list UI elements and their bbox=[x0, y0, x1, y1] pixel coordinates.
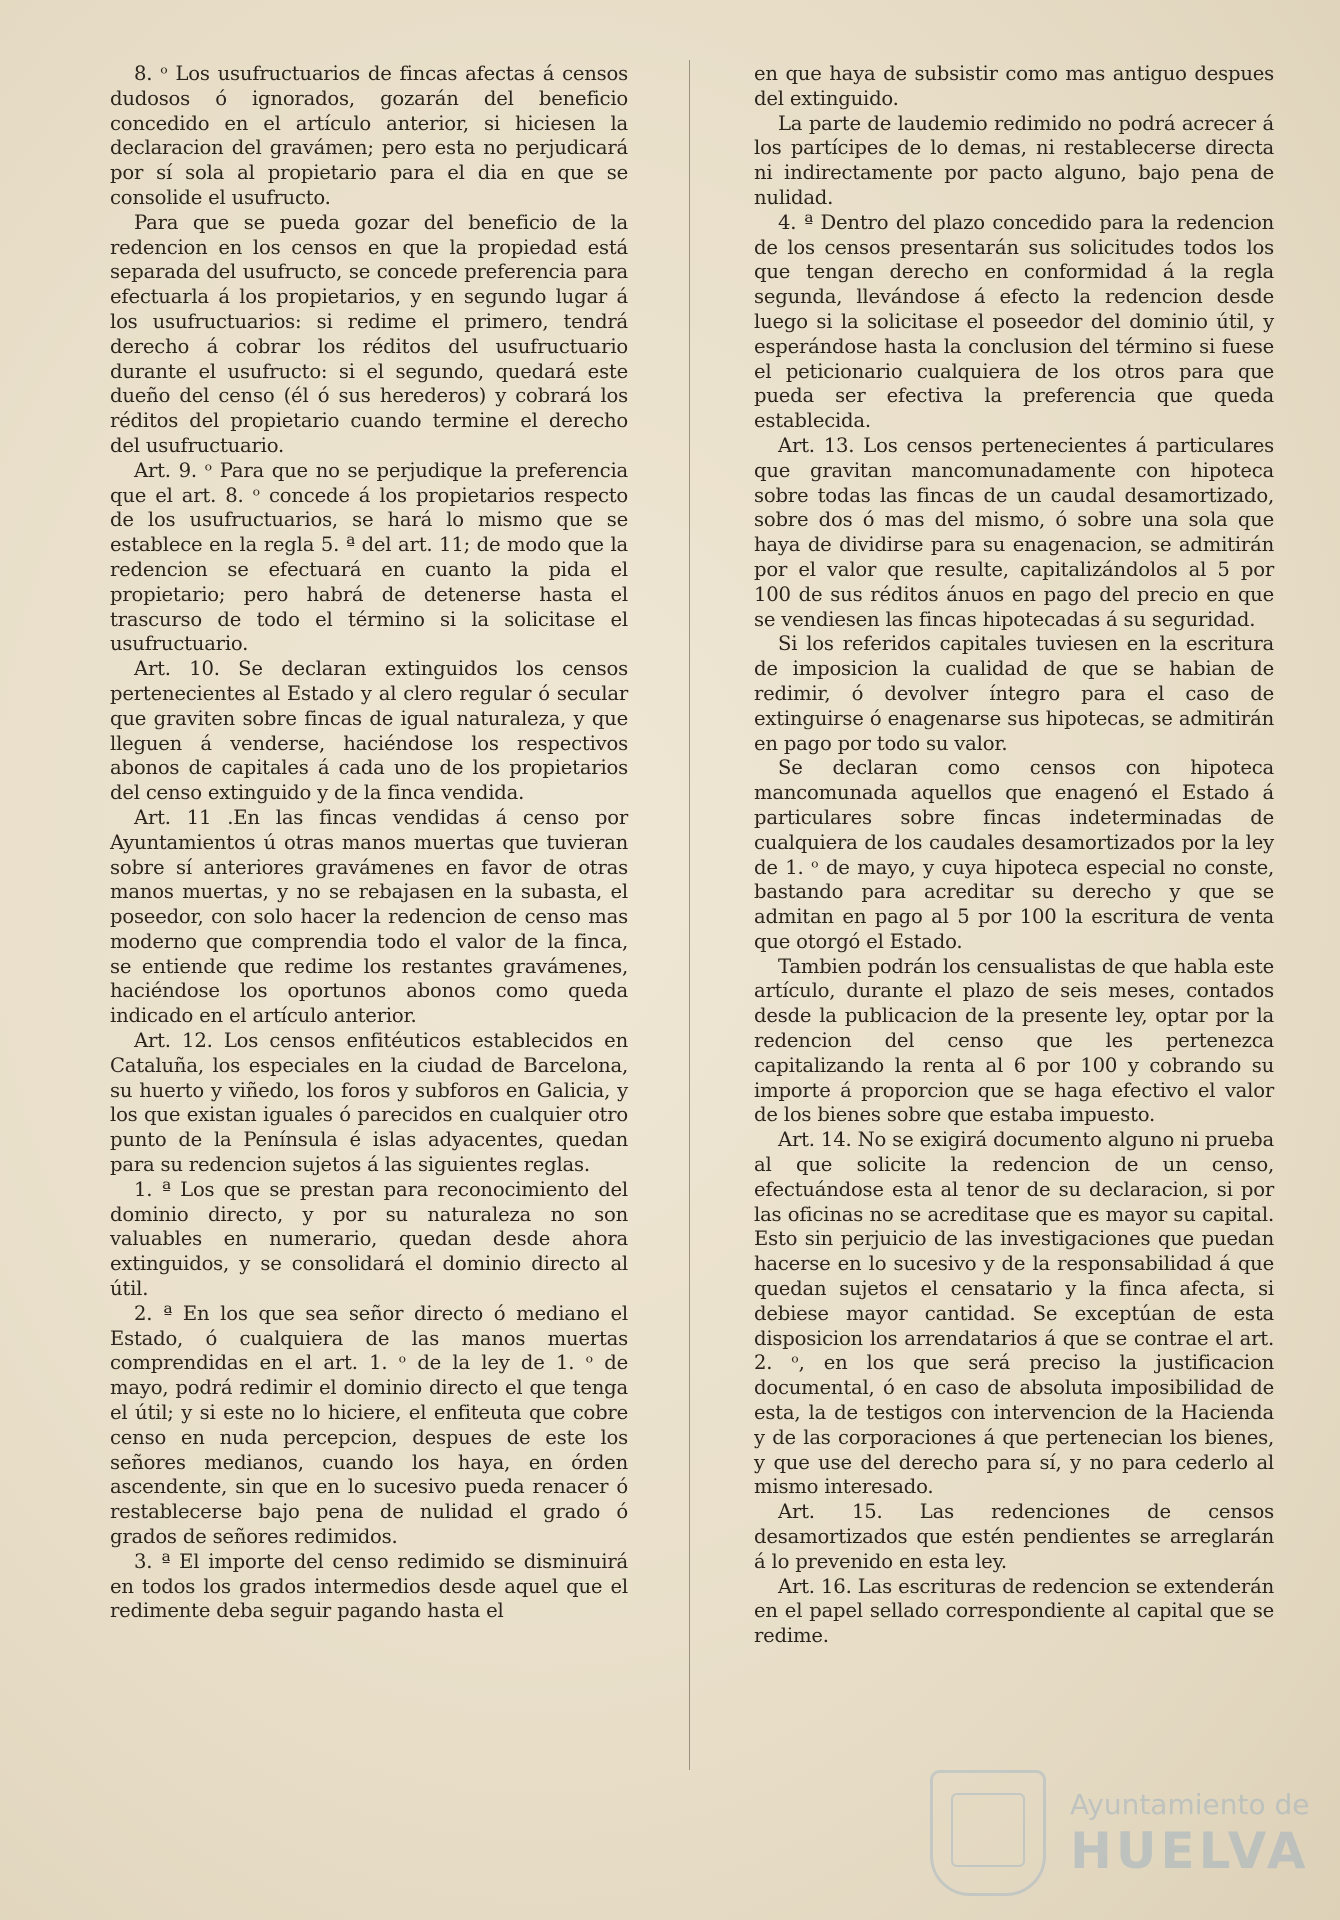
paragraph: Tambien podrán los censualistas de que habla este artículo, durante el plazo de seis meses, contados desde la publicacion de la presente ley, optar por la redencion del censo que les pertenezca capitalizando la renta al 6 por 100 y cobrando su importe á proporcion que se haga efectivo el valor de los bienes sobre que estaba impuesto. bbox=[754, 954, 1274, 1127]
paragraph: 1. ª Los que se prestan para reconocimiento del dominio directo, y por su naturaleza no son valuables en numerario, quedan desde ahora extinguidos, y se consolidará el dominio directo al útil. bbox=[110, 1177, 628, 1301]
paragraph: La parte de laudemio redimido no podrá acrecer á los partícipes de lo demas, ni restablecerse directa ni indirectamente por pacto alguno, bajo pena de nulidad. bbox=[754, 111, 1274, 209]
coat-of-arms-icon bbox=[930, 1770, 1046, 1896]
right-column bbox=[754, 62, 1274, 1649]
paragraph: Se declaran como censos con hipoteca mancomunada aquellos que enagenó el Estado á particulares sobre fincas indeterminadas de cualquiera de los caudales desamortizados por la ley de 1. ᵒ de mayo, y cuya hipoteca especial no conste, bastando para acreditar su derecho y que se admitan en pago al 5 por 100 la escritura de venta que otorgó el Estado. bbox=[754, 756, 1274, 953]
paragraph: 4. ª Dentro del plazo concedido para la redencion de los censos presentarán sus solicitudes todos los que tengan derecho en conformidad á la regla segunda, llevándose á efecto la redencion desde luego si la solicitase el poseedor del dominio útil, y esperándose hasta la conclusion del término si fuese el peticionario cualquiera de los otros para que pueda ser efectiva la preferencia que queda establecida. bbox=[754, 210, 1274, 433]
watermark-line1: Ayuntamiento de bbox=[1070, 1788, 1310, 1821]
paragraph: Para que se pueda gozar del beneficio de la redencion en los censos en que la propiedad está separada del usufructo, se concede preferencia para efectuarla á los propietarios, y en segundo lugar á los usufructuarios: si redime el primero, tendrá derecho á cobrar los réditos del usufructuario durante el usufructo: si el segundo, quedará este dueño del censo (él ó sus herederos) y cobrará los réditos del propietario cuando termine el derecho del usufructuario. bbox=[110, 210, 628, 457]
paragraph: Art. 12. Los censos enfitéuticos establecidos en Cataluña, los especiales en la ciudad de Barcelona, su huerto y viñedo, los foros y subforos en Galicia, y los que existan iguales ó parecidos en cualquier otro punto de la Península é islas adyacentes, quedan para su redencion sujetos á las siguientes reglas. bbox=[110, 1029, 628, 1177]
paragraph: en que haya de subsistir como mas antiguo despues del extinguido. bbox=[754, 62, 1274, 110]
paragraph: Si los referidos capitales tuviesen en la escritura de imposicion la cualidad de que se habian de redimir, ó devolver íntegro para el caso de extinguirse ó enagenarse sus hipotecas, se admitirán en pago por todo su valor. bbox=[754, 632, 1274, 755]
column-divider bbox=[689, 60, 690, 1770]
paragraph: 8. ᵒ Los usufructuarios de fincas afectas á censos dudosos ó ignorados, gozarán del beneficio concedido en el artículo anterior, si hiciesen la declaracion del gravámen; pero esta no perjudicará por sí sola al propietario para el dia en que se consolide el usufructo. bbox=[110, 62, 628, 209]
paragraph: Art. 15. Las redenciones de censos desamortizados que estén pendientes se arreglarán á lo prevenido en esta ley. bbox=[754, 1500, 1274, 1573]
paragraph: Art. 11 .En las fincas vendidas á censo por Ayuntamientos ú otras manos muertas que tuvieran sobre sí anteriores gravámenes en favor de otras manos muertas, y no se rebajasen en la subasta, el poseedor, con solo hacer la redencion de censo mas moderno que comprendia todo el valor de la finca, se entiende que redime los restantes gravámenes, haciéndose los oportunos abonos como queda indicado en el artículo anterior. bbox=[110, 805, 628, 1028]
watermark bbox=[930, 1770, 1310, 1890]
paragraph: Art. 10. Se declaran extinguidos los censos pertenecientes al Estado y al clero regular ó secular que graviten sobre fincas de igual naturaleza, y que lleguen á venderse, haciéndose los respectivos abonos de capitales á cada uno de los propietarios del censo extinguido y de la finca vendida. bbox=[110, 657, 628, 805]
paragraph: Art. 13. Los censos pertenecientes á particulares que gravitan mancomunadamente con hipoteca sobre todas las fincas de un caudal desamortizado, sobre dos ó mas del mismo, ó sobre una sola que haya de dividirse para su enagenacion, se admitirán por el valor que resulte, capitalizándolos al 5 por 100 de sus réditos ánuos en pago del precio en que se vendiesen las fincas hipotecadas á su seguridad. bbox=[754, 433, 1274, 631]
paragraph: 2. ª En los que sea señor directo ó mediano el Estado, ó cualquiera de las manos muertas comprendidas en el art. 1. ᵒ de la ley de 1. ᵒ de mayo, podrá redimir el dominio directo el que tenga el útil; y si este no lo hiciere, el enfiteuta que cobre censo en nuda percepcion, despues de este los señores medianos, cuando los haya, en órden ascendente, sin que en lo sucesivo pueda renacer ó restablecerse bajo pena de nulidad el grado ó grados de señores redimidos. bbox=[110, 1301, 628, 1549]
paragraph: Art. 16. Las escrituras de redencion se extenderán en el papel sellado correspondiente al capital que se redime. bbox=[754, 1574, 1274, 1648]
left-column bbox=[110, 62, 628, 1624]
paragraph: 3. ª El importe del censo redimido se disminuirá en todos los grados intermedios desde aquel que el redimente deba seguir pagando hasta el bbox=[110, 1549, 628, 1623]
paragraph: Art. 14. No se exigirá documento alguno ni prueba al que solicite la redencion de un censo, efectuándose esta al tenor de su declaracion, si por las oficinas no se acreditase que es mayor su capital. Esto sin perjuicio de las investigaciones que puedan hacerse en lo sucesivo y de la responsabilidad á que quedan sujetos el censatario y la finca afecta, si debiese mayor cantidad. Se exceptúan de esta disposicion los arrendatarios á que se contrae el art. 2. ᵒ, en los que será preciso la justificacion documental, ó en caso de absoluta imposibilidad de esta, la de testigos con intervencion de la Hacienda y de las corporaciones á que pertenecian los bienes, y que use del derecho para sí, y no para cederlo al mismo interesado. bbox=[754, 1128, 1274, 1499]
paragraph: Art. 9. ᵒ Para que no se perjudique la preferencia que el art. 8. ᵒ concede á los propietarios respecto de los usufructuarios, se hará lo mismo que se establece en la regla 5. ª del art. 11; de modo que la redencion se efectuará en cuanto la pida el propietario; pero habrá de detenerse hasta el trascurso de todo el término si la solicitase el usufructuario. bbox=[110, 458, 628, 656]
watermark-line2: HUELVA bbox=[1070, 1822, 1310, 1880]
